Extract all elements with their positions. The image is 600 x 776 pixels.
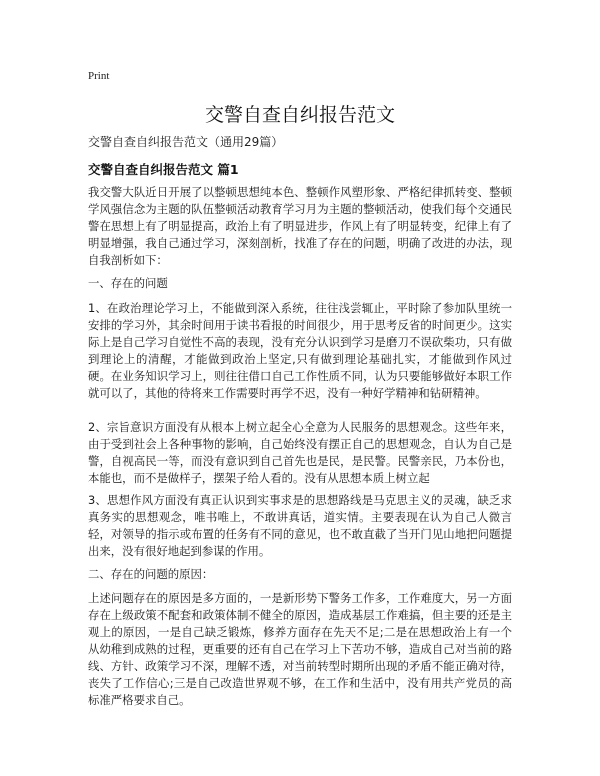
causes-paragraph: 上述问题存在的原因是多方面的，一是新形势下警务工作多，工作难度大，另一方面存在上级政策不配套和政策体制不健全的原因，造成基层工作难搞，但主要的还是主观上的原因，一是自己缺乏锻炼，修养方面存在先天不足;二是在思想政治上有一个从幼稚到成熟的过程，更重要的还有自己在学习上下苦功不够，造成自己对当前的路线、方针、政策学习不深，理解不透，对当前转型时期所出现的矛盾不能正确对待，丧失了工作信心;三是自己改造世界观不够，在工作和生活中，没有用共产党员的高标准严格要求自己。 bbox=[88, 591, 512, 707]
document-subtitle: 交警自查自纠报告范文（通用29篇） bbox=[88, 135, 284, 149]
section-title: 交警自查自纠报告范文 篇1 bbox=[88, 162, 239, 177]
problem-item-3: 3、思想作风方面没有真正认识到实事求是的思想路线是马克思主义的灵魂，缺乏求真务实的思想观念，唯书唯上，不敢讲真话，道实情。主要表现在认为自己人微言轻，对领导的指示或布置的任务有不同的意见，也不敢直截了当开门见山地把问题提出来，没有很好地起到参谋的作用。 bbox=[88, 493, 512, 558]
heading-causes: 二、存在的问题的原因： bbox=[88, 567, 214, 581]
problem-item-2: 2、宗旨意识方面没有从根本上树立起全心全意为人民服务的思想观念。这些年来，由于受到社会上各种事物的影响，自己始终没有摆正自己的思想观念，自认为自己是警，自视高民一等，而没有意识到自己首先也是民，是民警。民警亲民，乃本份也，本能也，而不是做样子，摆架子给人看的。没有从思想本质上树立起 bbox=[88, 420, 512, 485]
problem-item-1: 1、在政治理论学习上，不能做到深入系统，往往浅尝辄止，平时除了参加队里统一安排的学习外，其余时间用于读书看报的时间很少，用于思考反省的时间更少。这实际上是自己学习自觉性不高的表现，没有充分认识到学习是磨刀不误砍柴功，只有做到理论上的清醒，才能做到政治上坚定,只有做到理论基础扎实，才能做到作风过硬。在业务知识学习上，则往往借口自己工作性质不同，认为只要能够做好本职工作就可以了，其他的待将来工作需要时再学不迟，没有一种好学精神和钻研精神。 bbox=[88, 301, 512, 400]
page-title: 交警自查自纠报告范文 bbox=[204, 104, 395, 126]
intro-paragraph: 我交警大队近日开展了以整顿思想纯本色、整顿作风塑形象、严格纪律抓转变、整顿学风强信念为主题的队伍整顿活动教育学习月为主题的整顿活动，使我们每个交通民警在思想上有了明显提高，政治上有了明显进步，作风上有了明显转变，纪律上有了明显增强，我自己通过学习，深刻剖析，找准了存在的问题，明确了改进的办法，现自我剖析如下： bbox=[88, 185, 512, 267]
print-label[interactable]: Print bbox=[88, 70, 110, 82]
heading-problems: 一、存在的问题 bbox=[88, 276, 168, 290]
